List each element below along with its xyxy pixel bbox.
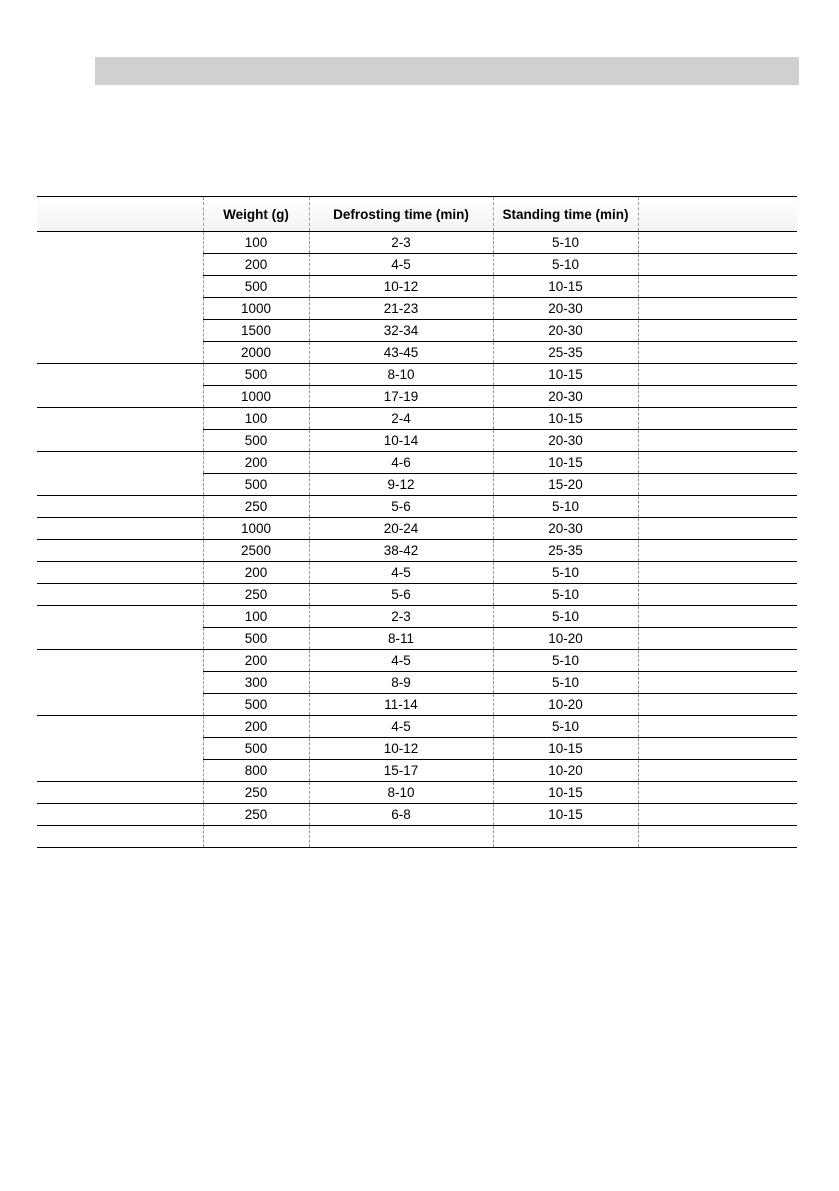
weight-cell: 500 (203, 628, 309, 650)
table-row (37, 826, 797, 848)
standing-time-cell: 5-10 (493, 496, 638, 518)
notes-cell (638, 562, 797, 584)
weight-cell: 1000 (203, 386, 309, 408)
defrosting-time-cell: 4-5 (309, 562, 493, 584)
table-row (37, 408, 797, 430)
weight-cell: 500 (203, 430, 309, 452)
weight-cell: 100 (203, 606, 309, 628)
defrosting-time-cell: 6-8 (309, 804, 493, 826)
standing-time-cell: 20-30 (493, 518, 638, 540)
weight-cell: 250 (203, 584, 309, 606)
defrosting-time-cell: 2-3 (309, 232, 493, 254)
defrosting-time-cell: 5-6 (309, 584, 493, 606)
section-header-bar (95, 57, 799, 85)
standing-time-cell: 20-30 (493, 430, 638, 452)
food-cell (37, 364, 203, 408)
standing-time-cell: 10-15 (493, 738, 638, 760)
weight-cell: 1000 (203, 298, 309, 320)
header-notes (638, 197, 797, 232)
table-row (37, 584, 797, 606)
notes-cell (638, 430, 797, 452)
notes-cell (638, 760, 797, 782)
standing-time-cell: 5-10 (493, 650, 638, 672)
weight-cell: 250 (203, 496, 309, 518)
weight-cell: 500 (203, 474, 309, 496)
notes-cell (638, 628, 797, 650)
weight-cell: 200 (203, 716, 309, 738)
defrosting-time-cell: 21-23 (309, 298, 493, 320)
weight-cell: 2000 (203, 342, 309, 364)
standing-time-cell: 10-15 (493, 276, 638, 298)
notes-cell (638, 496, 797, 518)
weight-cell: 500 (203, 694, 309, 716)
standing-time-cell: 5-10 (493, 672, 638, 694)
standing-time-cell: 10-20 (493, 694, 638, 716)
notes-cell (638, 254, 797, 276)
weight-cell: 200 (203, 254, 309, 276)
standing-time-cell: 10-15 (493, 782, 638, 804)
notes-cell (638, 452, 797, 474)
food-cell (37, 782, 203, 804)
notes-cell (638, 540, 797, 562)
notes-cell (638, 364, 797, 386)
standing-time-cell: 10-15 (493, 804, 638, 826)
table-row (37, 452, 797, 474)
notes-cell (638, 232, 797, 254)
notes-cell (638, 694, 797, 716)
defrosting-time-cell: 8-10 (309, 364, 493, 386)
table-header-row (37, 197, 797, 232)
table-row (37, 496, 797, 518)
notes-cell (638, 584, 797, 606)
standing-time-cell: 15-20 (493, 474, 638, 496)
standing-time-cell: 20-30 (493, 298, 638, 320)
notes-cell (638, 782, 797, 804)
notes-cell (638, 672, 797, 694)
notes-cell (638, 738, 797, 760)
defrosting-time-cell: 2-3 (309, 606, 493, 628)
standing-time-cell: 10-15 (493, 364, 638, 386)
defrosting-time-cell: 10-12 (309, 738, 493, 760)
defrosting-time-cell: 8-11 (309, 628, 493, 650)
standing-time-cell: 5-10 (493, 254, 638, 276)
defrosting-time-cell: 8-9 (309, 672, 493, 694)
notes-cell (638, 276, 797, 298)
defrosting-time-cell: 4-6 (309, 452, 493, 474)
defrosting-time-cell: 8-10 (309, 782, 493, 804)
weight-cell: 500 (203, 364, 309, 386)
defrosting-time-cell (309, 826, 493, 848)
table-row (37, 540, 797, 562)
defrosting-time-cell: 38-42 (309, 540, 493, 562)
notes-cell (638, 342, 797, 364)
notes-cell (638, 606, 797, 628)
table-row (37, 518, 797, 540)
notes-cell (638, 474, 797, 496)
table-body (37, 232, 797, 848)
weight-cell: 250 (203, 804, 309, 826)
food-cell (37, 518, 203, 540)
standing-time-cell: 10-20 (493, 628, 638, 650)
defrosting-time-cell: 15-17 (309, 760, 493, 782)
defrosting-time-cell: 10-14 (309, 430, 493, 452)
food-cell (37, 716, 203, 782)
weight-cell: 200 (203, 562, 309, 584)
notes-cell (638, 386, 797, 408)
food-cell (37, 606, 203, 650)
standing-time-cell: 25-35 (493, 342, 638, 364)
standing-time-cell: 20-30 (493, 386, 638, 408)
notes-cell (638, 804, 797, 826)
food-cell (37, 562, 203, 584)
header-food (37, 197, 203, 232)
standing-time-cell: 5-10 (493, 562, 638, 584)
standing-time-cell: 5-10 (493, 716, 638, 738)
notes-cell (638, 408, 797, 430)
defrosting-time-cell: 20-24 (309, 518, 493, 540)
food-cell (37, 452, 203, 496)
defrosting-time-cell: 9-12 (309, 474, 493, 496)
standing-time-cell: 10-15 (493, 452, 638, 474)
standing-time-cell: 25-35 (493, 540, 638, 562)
weight-cell: 300 (203, 672, 309, 694)
food-cell (37, 584, 203, 606)
defrosting-time-cell: 4-5 (309, 650, 493, 672)
food-cell (37, 826, 203, 848)
weight-cell: 1000 (203, 518, 309, 540)
weight-cell: 200 (203, 650, 309, 672)
food-cell (37, 540, 203, 562)
standing-time-cell: 5-10 (493, 584, 638, 606)
table-row (37, 782, 797, 804)
weight-cell: 800 (203, 760, 309, 782)
table-row (37, 716, 797, 738)
food-cell (37, 496, 203, 518)
defrosting-time-cell: 17-19 (309, 386, 493, 408)
table-row (37, 364, 797, 386)
weight-cell: 2500 (203, 540, 309, 562)
food-cell (37, 804, 203, 826)
notes-cell (638, 298, 797, 320)
defrosting-time-cell: 10-12 (309, 276, 493, 298)
defrosting-time-cell: 5-6 (309, 496, 493, 518)
table-row (37, 232, 797, 254)
notes-cell (638, 518, 797, 540)
weight-cell: 250 (203, 782, 309, 804)
food-cell (37, 408, 203, 452)
defrosting-time-cell: 4-5 (309, 254, 493, 276)
weight-cell: 100 (203, 408, 309, 430)
table-row (37, 804, 797, 826)
notes-cell (638, 716, 797, 738)
defrosting-time-cell: 11-14 (309, 694, 493, 716)
weight-cell: 500 (203, 738, 309, 760)
defrosting-time-cell: 32-34 (309, 320, 493, 342)
notes-cell (638, 320, 797, 342)
header-weight: Weight (g) (203, 197, 309, 232)
standing-time-cell (493, 826, 638, 848)
table-row (37, 606, 797, 628)
table-row (37, 650, 797, 672)
defrosting-time-cell: 4-5 (309, 716, 493, 738)
defrosting-time-cell: 43-45 (309, 342, 493, 364)
header-defrosting-time: Defrosting time (min) (309, 197, 493, 232)
standing-time-cell: 10-15 (493, 408, 638, 430)
weight-cell: 100 (203, 232, 309, 254)
table-row (37, 562, 797, 584)
weight-cell (203, 826, 309, 848)
notes-cell (638, 650, 797, 672)
standing-time-cell: 5-10 (493, 606, 638, 628)
weight-cell: 200 (203, 452, 309, 474)
weight-cell: 1500 (203, 320, 309, 342)
standing-time-cell: 10-20 (493, 760, 638, 782)
defrosting-table (37, 196, 797, 848)
standing-time-cell: 20-30 (493, 320, 638, 342)
weight-cell: 500 (203, 276, 309, 298)
notes-cell (638, 826, 797, 848)
header-standing-time: Standing time (min) (493, 197, 638, 232)
food-cell (37, 650, 203, 716)
food-cell (37, 232, 203, 364)
defrosting-time-cell: 2-4 (309, 408, 493, 430)
standing-time-cell: 5-10 (493, 232, 638, 254)
